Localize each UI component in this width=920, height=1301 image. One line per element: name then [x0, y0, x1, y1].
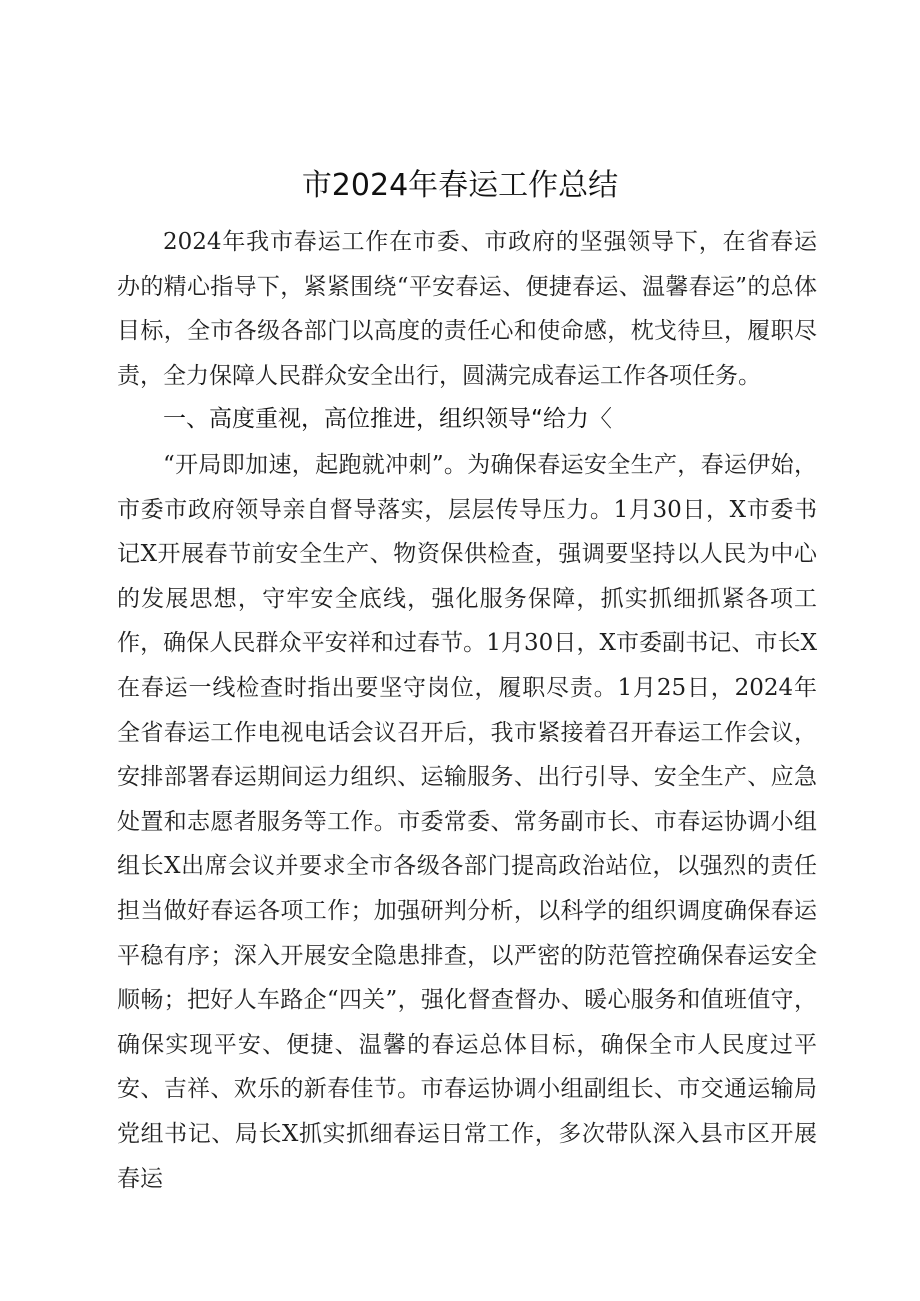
document-title: 市2024年春运工作总结: [301, 168, 619, 203]
intro-paragraph: 2024年我市春运工作在市委、市政府的坚强领导下，在省春运办的精心指导下，紧紧围绕“平安春运、便捷春运、温馨春运”的总体目标，全市各级各部门以高度的责任心和使命感，枕戈待旦，履职尽责，全力保障人民群众安全出行，圆满完成春运工作各项任务。: [117, 229, 817, 389]
section-heading: 一、高度重视，高位推进，组织领导“给力〈: [163, 406, 612, 432]
section-paragraph: “开局即加速，起跑就冲刺”。为确保春运安全生产，春运伊始，市委市政府领导亲自督导落实，层层传导压力。1月30日，X市委书记X开展春节前安全生产、物资保供检查，强调要坚持以人民为中心的发展思想，守牢安全底线，强化服务保障，抓实抓细抓紧各项工作，确保人民群众平安祥和过春节。1月30日，X市委副书记、市长X在春运一线检查时指出要坚守岗位，履职尽责。1月25日，2024年全省春运工作电视电话会议召开后，我市紧接着召开春运工作会议，安排部署春运期间运力组织、运输服务、出行引导、安全生产、应急处置和志愿者服务等工作。市委常委、常务副市长、市春运协调小组组长X出席会议并要求全市各级各部门提高政治站位，以强烈的责任担当做好春运各项工作；加强研判分析，以科学的组织调度确保春运平稳有序；深入开展安全隐患排查，以严密的防范管控确保春运安全顺畅；把好人车路企“四关”，强化督查督办、暖心服务和值班值守，确保实现平安、便捷、温馨的春运总体目标，确保全市人民度过平安、吉祥、欢乐的新春佳节。市春运协调小组副组长、市交通运输局党组书记、局长X抓实抓细春运日常工作，多次带队深入县市区开展春运: [117, 452, 817, 1192]
